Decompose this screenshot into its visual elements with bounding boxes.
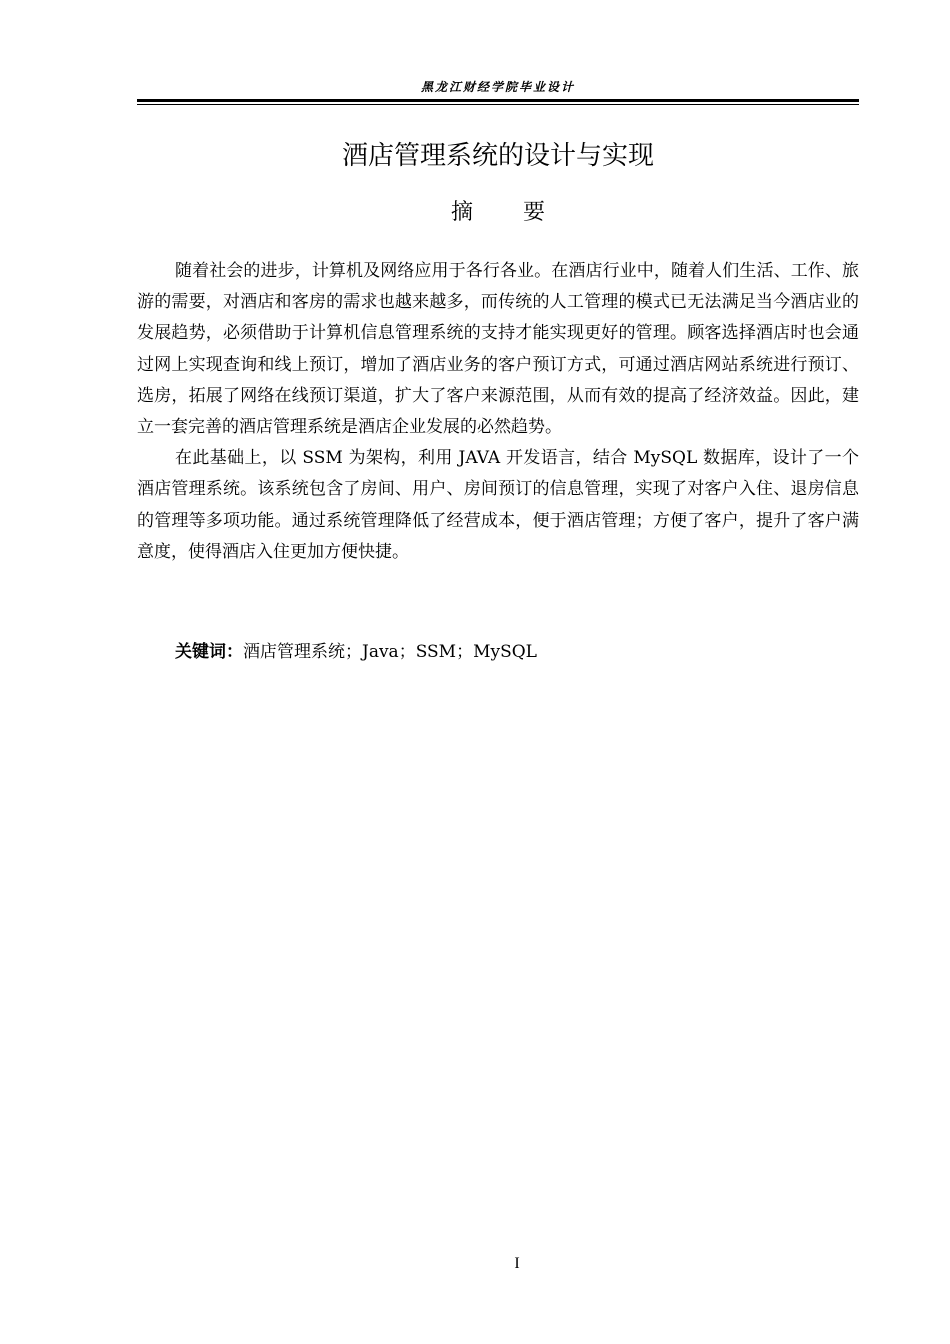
header-rule-thick (137, 99, 859, 102)
keywords-line (175, 637, 537, 667)
abstract-heading (137, 196, 859, 230)
document-title: 酒店管理系统的设计与实现 (341, 141, 654, 171)
page-header: 黑龙江财经学院毕业设计 (420, 80, 575, 94)
abstract-heading-part1: 摘 (450, 200, 473, 225)
page-number: I (514, 1255, 520, 1272)
header-rule-thin (137, 104, 859, 105)
abstract-paragraph-2: 在此基础上，以 SSM 为架构，利用 JAVA 开发语言，结合 MySQL 数据库，设计了一个酒店管理系统。该系统包含了房间、用户、房间预订的信息管理，实现了对客户入住、退房信息的管理等多项功能。通过系统管理降低了经营成本，便于酒店管理；方便了客户，提升了客户满意度，使得酒店入住更加方便快捷。 (137, 448, 859, 562)
keywords-label: 关键词： (175, 642, 243, 662)
abstract-heading-part2: 要 (523, 200, 546, 225)
keywords-value: 酒店管理系统；Java；SSM；MySQL (243, 642, 537, 662)
abstract-body (137, 256, 859, 568)
abstract-paragraph-1: 随着社会的进步，计算机及网络应用于各行各业。在酒店行业中，随着人们生活、工作、旅游的需要，对酒店和客房的需求也越来越多，而传统的人工管理的模式已无法满足当今酒店业的发展趋势，必须借助于计算机信息管理系统的支持才能实现更好的管理。顾客选择酒店时也会通过网上实现查询和线上预订，增加了酒店业务的客户预订方式，可通过酒店网站系统进行预订、选房，拓展了网络在线预订渠道，扩大了客户来源范围，从而有效的提高了经济效益。因此，建立一套完善的酒店管理系统是酒店企业发展的必然趋势。 (137, 261, 859, 438)
